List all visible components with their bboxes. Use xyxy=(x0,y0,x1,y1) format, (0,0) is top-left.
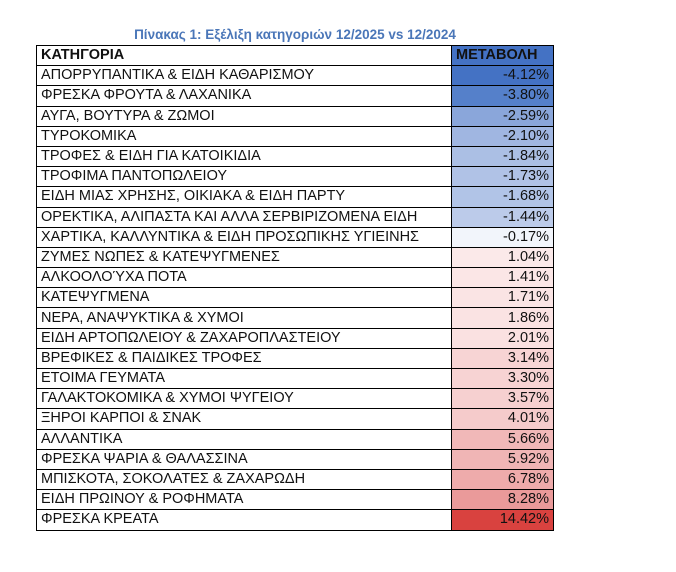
category-cell: ΕΙΔΗ ΑΡΤΟΠΩΛΕΙΟΥ & ΖΑΧΑΡΟΠΛΑΣΤΕΙΟΥ xyxy=(37,328,452,348)
table-row xyxy=(37,328,554,348)
change-cell: 14.42% xyxy=(452,510,554,530)
category-cell: ΜΠΙΣΚΟΤΑ, ΣΟΚΟΛΑΤΕΣ & ΖΑΧΑΡΩΔΗ xyxy=(37,469,452,489)
change-cell: 2.01% xyxy=(452,328,554,348)
category-cell: ΑΥΓΑ, ΒΟΥΤΥΡΑ & ΖΩΜΟΙ xyxy=(37,106,452,126)
table-row xyxy=(37,167,554,187)
category-cell: ΖΥΜΕΣ ΝΩΠΕΣ & ΚΑΤΕΨΥΓΜΕΝΕΣ xyxy=(37,247,452,267)
category-cell: ΓΑΛΑΚΤΟΚΟΜΙΚΑ & ΧΥΜΟΙ ΨΥΓΕΙΟΥ xyxy=(37,389,452,409)
change-cell: 3.30% xyxy=(452,369,554,389)
table-row xyxy=(37,187,554,207)
change-cell: -1.73% xyxy=(452,167,554,187)
change-cell: -0.17% xyxy=(452,227,554,247)
category-cell: ΤΡΟΦΕΣ & ΕΙΔΗ ΓΙΑ ΚΑΤΟΙΚΙΔΙΑ xyxy=(37,146,452,166)
change-cell: -3.80% xyxy=(452,86,554,106)
category-cell: ΕΙΔΗ ΠΡΩΙΝΟΥ & ΡΟΦΗΜΑΤΑ xyxy=(37,490,452,510)
category-cell: ΝΕΡΑ, ΑΝΑΨΥΚΤΙΚΑ & ΧΥΜΟΙ xyxy=(37,308,452,328)
change-cell: 5.66% xyxy=(452,429,554,449)
category-cell: ΟΡΕΚΤΙΚΑ, ΑΛΙΠΑΣΤΑ ΚΑΙ ΑΛΛΑ ΣΕΡΒΙΡΙΖΟΜΕΝΑ ΕΙΔΗ xyxy=(37,207,452,227)
category-cell: ΕΙΔΗ ΜΙΑΣ ΧΡΗΣΗΣ, ΟΙΚΙΑΚΑ & ΕΙΔΗ ΠΑΡΤΥ xyxy=(37,187,452,207)
table-row xyxy=(37,369,554,389)
table-row xyxy=(37,490,554,510)
table-header-row xyxy=(37,46,554,66)
header-category: ΚΑΤΗΓΟΡΙΑ xyxy=(37,46,452,66)
category-cell: ΤΡΟΦΙΜΑ ΠΑΝΤΟΠΩΛΕΙΟΥ xyxy=(37,167,452,187)
header-change: ΜΕΤΑΒΟΛΗ xyxy=(452,46,554,66)
change-cell: -1.44% xyxy=(452,207,554,227)
table-row xyxy=(37,227,554,247)
table-row xyxy=(37,207,554,227)
category-change-table xyxy=(36,45,554,531)
table-row xyxy=(37,429,554,449)
table-row xyxy=(37,409,554,429)
change-cell: 5.92% xyxy=(452,449,554,469)
category-cell: ΑΠΟΡΡΥΠΑΝΤΙΚΑ & ΕΙΔΗ ΚΑΘΑΡΙΣΜΟΥ xyxy=(37,66,452,86)
table-row xyxy=(37,308,554,328)
change-cell: 1.86% xyxy=(452,308,554,328)
table-row xyxy=(37,146,554,166)
change-cell: 1.71% xyxy=(452,288,554,308)
table-row xyxy=(37,288,554,308)
category-cell: ΞΗΡΟΙ ΚΑΡΠΟΙ & ΣΝΑΚ xyxy=(37,409,452,429)
change-cell: 8.28% xyxy=(452,490,554,510)
category-cell: ΤΥΡΟΚΟΜΙΚΑ xyxy=(37,126,452,146)
table-row xyxy=(37,86,554,106)
table-row xyxy=(37,510,554,530)
change-cell: -2.10% xyxy=(452,126,554,146)
category-cell: ΑΛΚΟΟΛΟΎΧΑ ΠΟΤΑ xyxy=(37,268,452,288)
change-cell: 6.78% xyxy=(452,469,554,489)
table-row xyxy=(37,449,554,469)
category-cell: ΦΡΕΣΚΑ ΦΡΟΥΤΑ & ΛΑΧΑΝΙΚΑ xyxy=(37,86,452,106)
change-cell: 1.04% xyxy=(452,247,554,267)
change-cell: -4.12% xyxy=(452,66,554,86)
table-row xyxy=(37,247,554,267)
table-row xyxy=(37,106,554,126)
category-cell: ΚΑΤΕΨΥΓΜΕΝΑ xyxy=(37,288,452,308)
change-cell: -1.68% xyxy=(452,187,554,207)
change-cell: 3.14% xyxy=(452,348,554,368)
table-row xyxy=(37,268,554,288)
category-cell: ΦΡΕΣΚΑ ΚΡΕΑΤΑ xyxy=(37,510,452,530)
change-cell: -1.84% xyxy=(452,146,554,166)
table-row xyxy=(37,348,554,368)
change-cell: 3.57% xyxy=(452,389,554,409)
table-caption: Πίνακας 1: Εξέλιξη κατηγοριών 12/2025 vs 12/2024 xyxy=(134,27,456,42)
change-cell: 1.41% xyxy=(452,268,554,288)
category-cell: ΑΛΛΑΝΤΙΚΑ xyxy=(37,429,452,449)
table-row xyxy=(37,389,554,409)
category-cell: ΧΑΡΤΙΚΑ, ΚΑΛΛΥΝΤΙΚΑ & ΕΙΔΗ ΠΡΟΣΩΠΙΚΗΣ ΥΓΙΕΙΝΗΣ xyxy=(37,227,452,247)
table-row xyxy=(37,469,554,489)
change-cell: -2.59% xyxy=(452,106,554,126)
category-cell: ΒΡΕΦΙΚΕΣ & ΠΑΙΔΙΚΕΣ ΤΡΟΦΕΣ xyxy=(37,348,452,368)
category-cell: ΦΡΕΣΚΑ ΨΑΡΙΑ & ΘΑΛΑΣΣΙΝΑ xyxy=(37,449,452,469)
change-cell: 4.01% xyxy=(452,409,554,429)
table-row xyxy=(37,66,554,86)
category-cell: ΕΤΟΙΜΑ ΓΕΥΜΑΤΑ xyxy=(37,369,452,389)
table-row xyxy=(37,126,554,146)
